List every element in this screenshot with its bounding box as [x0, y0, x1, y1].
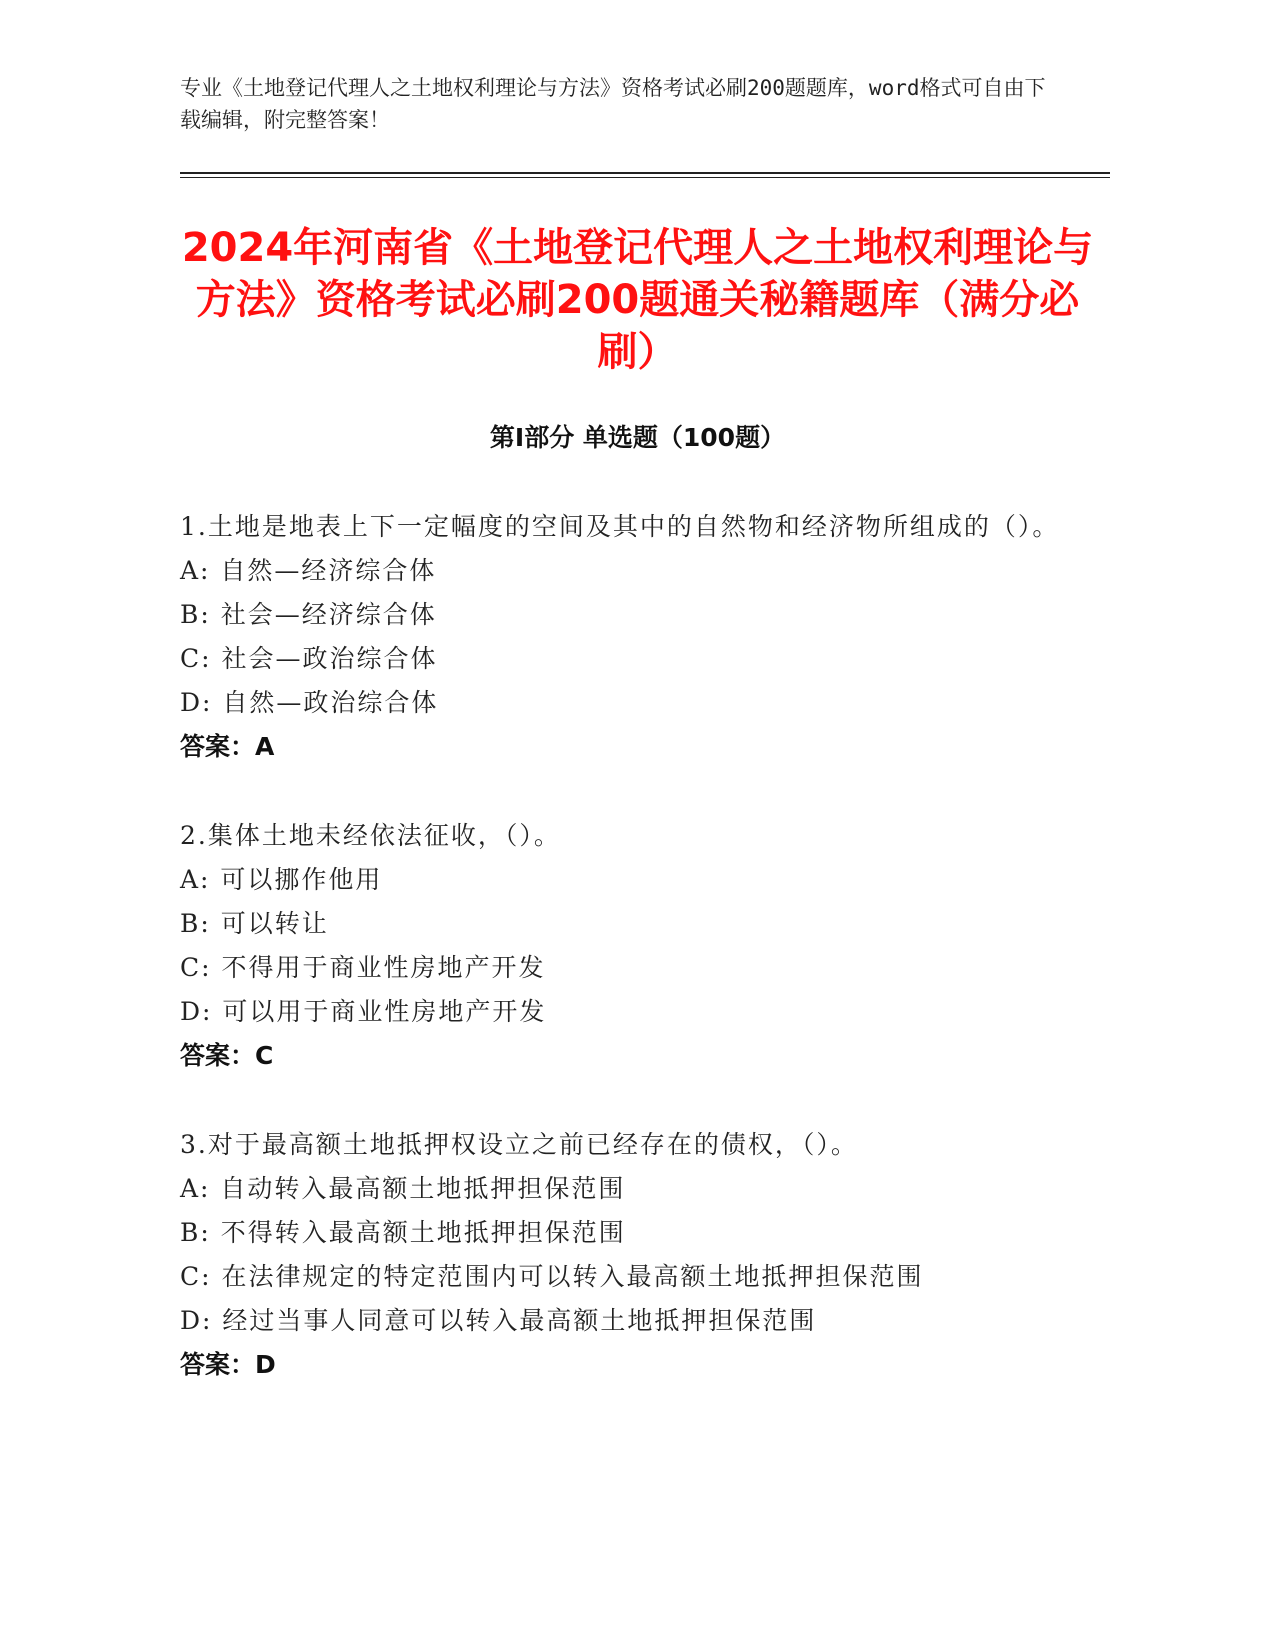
answer-label: 答案：C [180, 1041, 274, 1070]
option-a: A: 自然—经济综合体 [180, 556, 437, 585]
answer-label: 答案：A [180, 732, 275, 761]
option-b: B: 社会—经济综合体 [180, 600, 437, 629]
question-list [180, 505, 1060, 1432]
document-header: 专业《土地登记代理人之土地权利理论与方法》资格考试必刷200题题库，word格式可自由下载编辑，附完整答案！ [180, 76, 1046, 132]
question-stem: 1.土地是地表上下一定幅度的空间及其中的自然物和经济物所组成的（）。 [180, 512, 1060, 541]
option-c: C: 在法律规定的特定范围内可以转入最高额土地抵押担保范围 [180, 1262, 924, 1291]
answer-label: 答案：D [180, 1350, 276, 1379]
header-divider-thin [180, 177, 1110, 178]
option-d: D: 自然—政治综合体 [180, 688, 439, 717]
section-title: 第Ⅰ部分 单选题（100题） [489, 423, 786, 452]
option-c: C: 不得用于商业性房地产开发 [180, 953, 546, 982]
question-item [180, 1123, 1060, 1387]
question-item [180, 505, 1060, 769]
question-stem: 3.对于最高额土地抵押权设立之前已经存在的债权，（）。 [180, 1130, 858, 1159]
option-a: A: 可以挪作他用 [180, 865, 383, 894]
option-b: B: 不得转入最高额土地抵押担保范围 [180, 1218, 626, 1247]
document-title: 2024年河南省《土地登记代理人之土地权利理论与方法》资格考试必刷200题通关秘籍题库（满分必刷） [181, 225, 1094, 375]
option-b: B: 可以转让 [180, 909, 329, 938]
question-item [180, 814, 1060, 1078]
header-divider-thick [180, 172, 1110, 174]
question-stem: 2.集体土地未经依法征收，（）。 [180, 821, 561, 850]
option-c: C: 社会—政治综合体 [180, 644, 438, 673]
option-a: A: 自动转入最高额土地抵押担保范围 [180, 1174, 626, 1203]
option-d: D: 经过当事人同意可以转入最高额土地抵押担保范围 [180, 1306, 817, 1335]
option-d: D: 可以用于商业性房地产开发 [180, 997, 547, 1026]
